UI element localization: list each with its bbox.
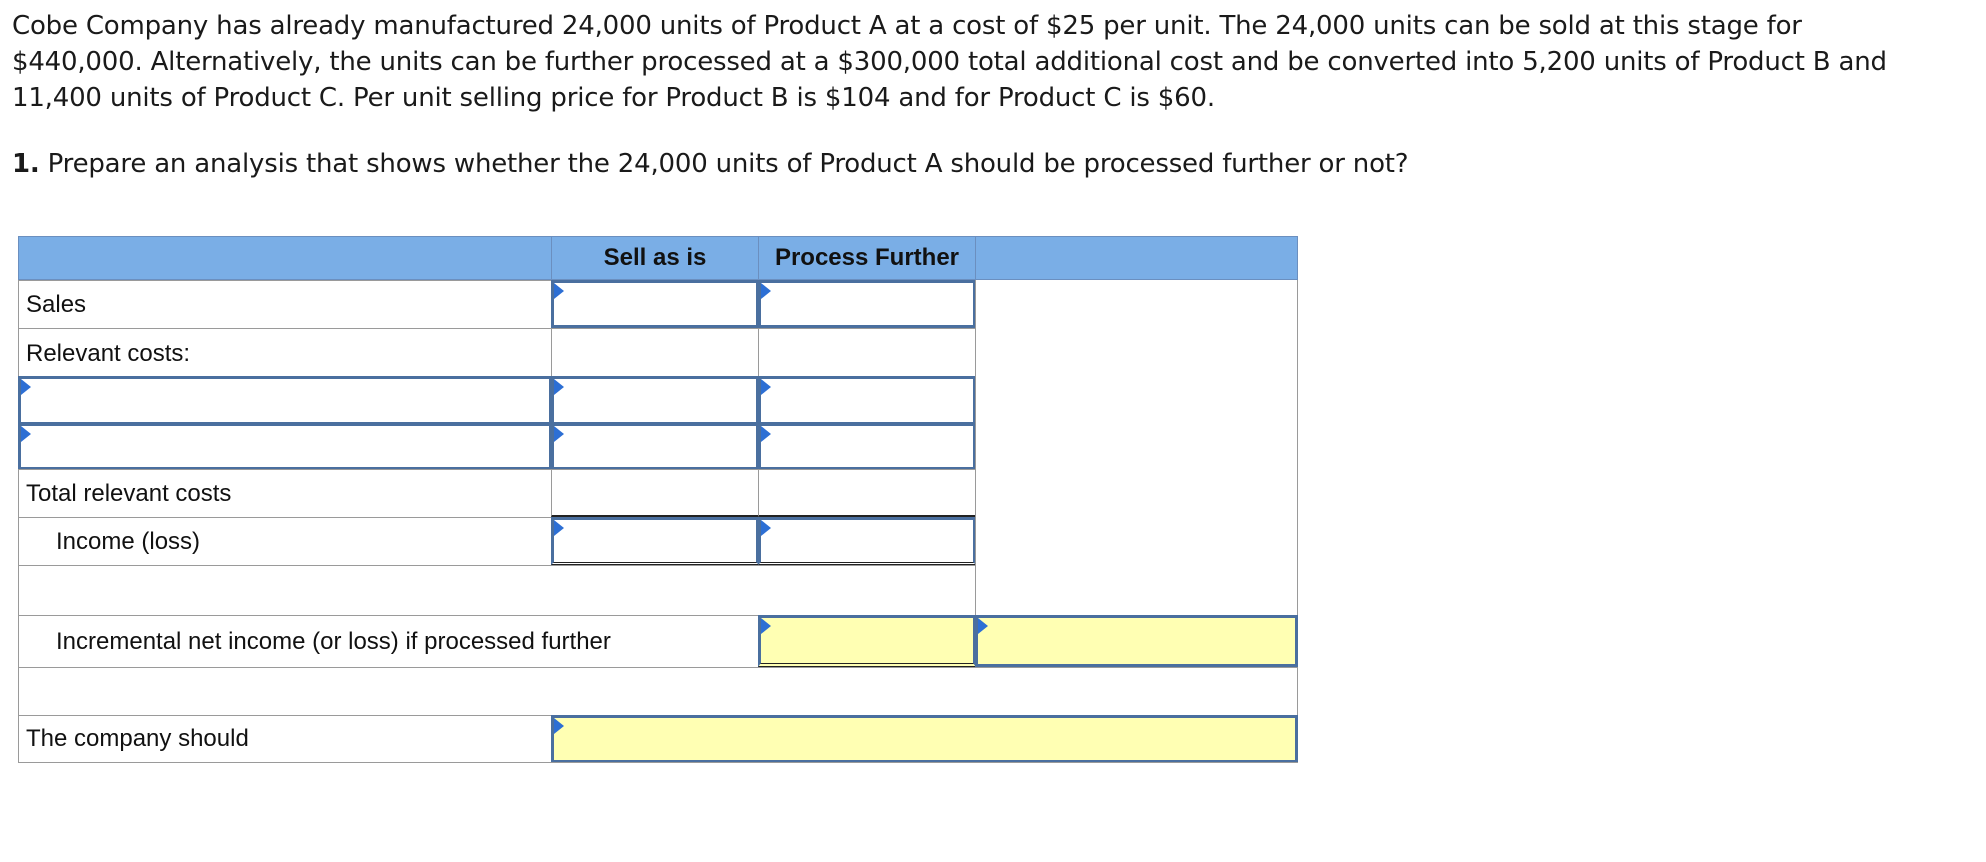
income-process-further-input[interactable] — [758, 517, 976, 565]
header-process-further: Process Further — [758, 236, 976, 280]
header-extra-cell — [975, 236, 1298, 280]
row-label-total-relevant-costs: Total relevant costs — [18, 469, 552, 517]
table-bottom-border — [18, 762, 1298, 763]
cost-item-2-process-input[interactable] — [758, 423, 976, 470]
decision-select[interactable] — [551, 715, 1298, 763]
sales-sell-as-is-input[interactable] — [551, 280, 759, 328]
row-label-sales: Sales — [18, 280, 552, 328]
problem-statement: Cobe Company has already manufactured 24,000 units of Product A at a cost of $25 per unit. The 24,000 units can be sold at this stage for $440,000. Alternatively, the units can be further processed at a $300,000 total additional cost and be converted into 5,200 units of Product B and 11,400 units of Product C. Per unit selling price for Product B is $104 and for Product C is $60. — [12, 11, 1887, 113]
row-label-income-loss: Income (loss) — [18, 517, 552, 565]
cost-item-2-sell-input[interactable] — [551, 423, 759, 470]
sales-process-further-input[interactable] — [758, 280, 976, 328]
total-costs-sell-cell — [551, 469, 759, 517]
spacer-row-2 — [18, 667, 1298, 715]
question-number: 1. — [12, 149, 40, 179]
row-label-incremental: Incremental net income (or loss) if processed further — [18, 615, 759, 667]
total-costs-process-cell — [758, 469, 976, 517]
relevant-costs-sell-cell — [551, 328, 759, 378]
header-sell-as-is: Sell as is — [551, 236, 759, 280]
income-sell-as-is-input[interactable] — [551, 517, 759, 565]
spacer-row — [18, 565, 976, 615]
cost-item-1-label-input[interactable] — [18, 376, 552, 425]
row-label-relevant-costs: Relevant costs: — [18, 328, 552, 378]
header-label-cell — [18, 236, 552, 280]
cost-item-2-label-input[interactable] — [18, 423, 552, 470]
cost-item-1-process-input[interactable] — [758, 376, 976, 425]
table-right-border-upper — [975, 280, 1298, 615]
cost-item-1-sell-input[interactable] — [551, 376, 759, 425]
question-prompt — [12, 146, 1408, 182]
row-label-company-should: The company should — [18, 715, 552, 763]
incremental-amount-input[interactable] — [758, 615, 976, 667]
relevant-costs-process-cell — [758, 328, 976, 378]
analysis-table — [18, 236, 1314, 766]
incremental-result-select[interactable] — [975, 615, 1298, 667]
question-text: Prepare an analysis that shows whether the 24,000 units of Product A should be processed further or not? — [39, 149, 1409, 179]
